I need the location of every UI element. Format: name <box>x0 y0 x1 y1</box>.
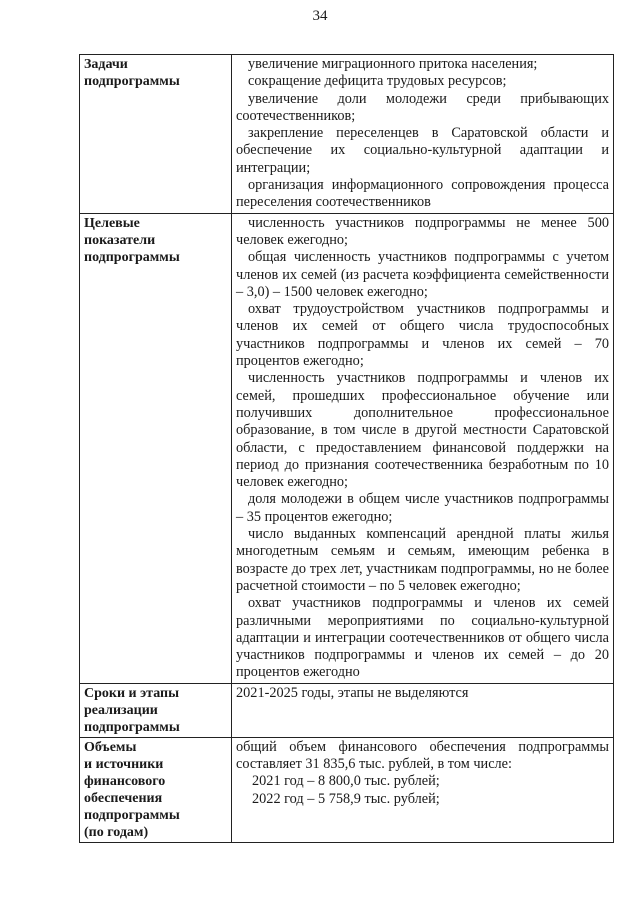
table-row <box>80 683 614 737</box>
table-row <box>80 55 614 214</box>
list-item: сокращение дефицита трудовых ресурсов; <box>248 73 507 90</box>
list-item: общая численность участников подпрограммы с учетом членов их семей (из расчета коэффициента семейственности – 3,0) – 1500 человек ежегодно; <box>236 249 609 300</box>
page-number: 34 <box>312 8 328 24</box>
row-content-funding <box>232 737 614 842</box>
row-content-indicators <box>232 213 614 683</box>
row-label-tasks <box>80 55 232 214</box>
list-item: охват участников подпрограммы и членов их семей различными мероприятиями по социально-культурной адаптации и интеграции соотечественников от общего числа участников подпрограммы и членов их семей – до 20 процентов ежегодно <box>236 595 609 681</box>
row-content-terms <box>232 683 614 737</box>
list-item: численность участников подпрограммы и членов их семей, прошедших профессиональное обучение или получивших дополнительное профессиональное образование, в том числе в другой местности Саратовской области, с предоставлением финансовой поддержки на период до признания соотечественника безработным по 10 человек ежегодно; <box>236 370 609 491</box>
table-row <box>80 737 614 842</box>
list-item: численность участников подпрограммы не менее 500 человек ежегодно; <box>236 214 609 248</box>
funding-year-line: 2022 год – 5 758,9 тыс. рублей; <box>252 790 440 807</box>
list-item: закрепление переселенцев в Саратовской области и обеспечение их социально-культурной адаптации и интеграции; <box>236 125 609 176</box>
list-item: охват трудоустройством участников подпрограммы и членов их семей от общего числа трудоспособных участников подпрограммы и членов их семей – 70 процентов ежегодно; <box>236 301 609 370</box>
row-label-text: Целевые показатели подпрограммы <box>84 215 180 265</box>
row-content-tasks <box>232 55 614 214</box>
terms-text: 2021-2025 годы, этапы не выделяются <box>236 684 469 701</box>
row-label-text: Объемы и источники финансового обеспечения подпрограммы (по годам) <box>84 739 180 840</box>
row-label-text: Задачи подпрограммы <box>84 57 180 89</box>
list-item: число выданных компенсаций арендной платы жилья многодетным семьям и семьям, имеющим ребенка в возрасте до трех лет, участникам подпрограммы, но не более расчетной стоимости – по 5 человек ежегодно; <box>236 526 609 594</box>
subprogram-passport-table <box>79 54 614 843</box>
list-item: увеличение миграционного притока населения; <box>248 56 538 72</box>
funding-year-line: 2021 год – 8 800,0 тыс. рублей; <box>252 773 440 790</box>
row-label-indicators <box>80 213 232 683</box>
table-row <box>80 213 614 683</box>
row-label-text: Сроки и этапы реализации подпрограммы <box>84 685 180 735</box>
list-item: увеличение доли молодежи среди прибывающих соотечественников; <box>236 90 609 124</box>
row-label-terms <box>80 683 232 737</box>
list-item: доля молодежи в общем числе участников подпрограммы – 35 процентов ежегодно; <box>236 491 609 525</box>
funding-total-text: общий объем финансового обеспечения подпрограммы составляет 31 835,6 тыс. рублей, в том числе: <box>236 738 609 772</box>
row-label-funding <box>80 737 232 842</box>
list-item: организация информационного сопровождения процесса переселения соотечественников <box>236 177 609 211</box>
